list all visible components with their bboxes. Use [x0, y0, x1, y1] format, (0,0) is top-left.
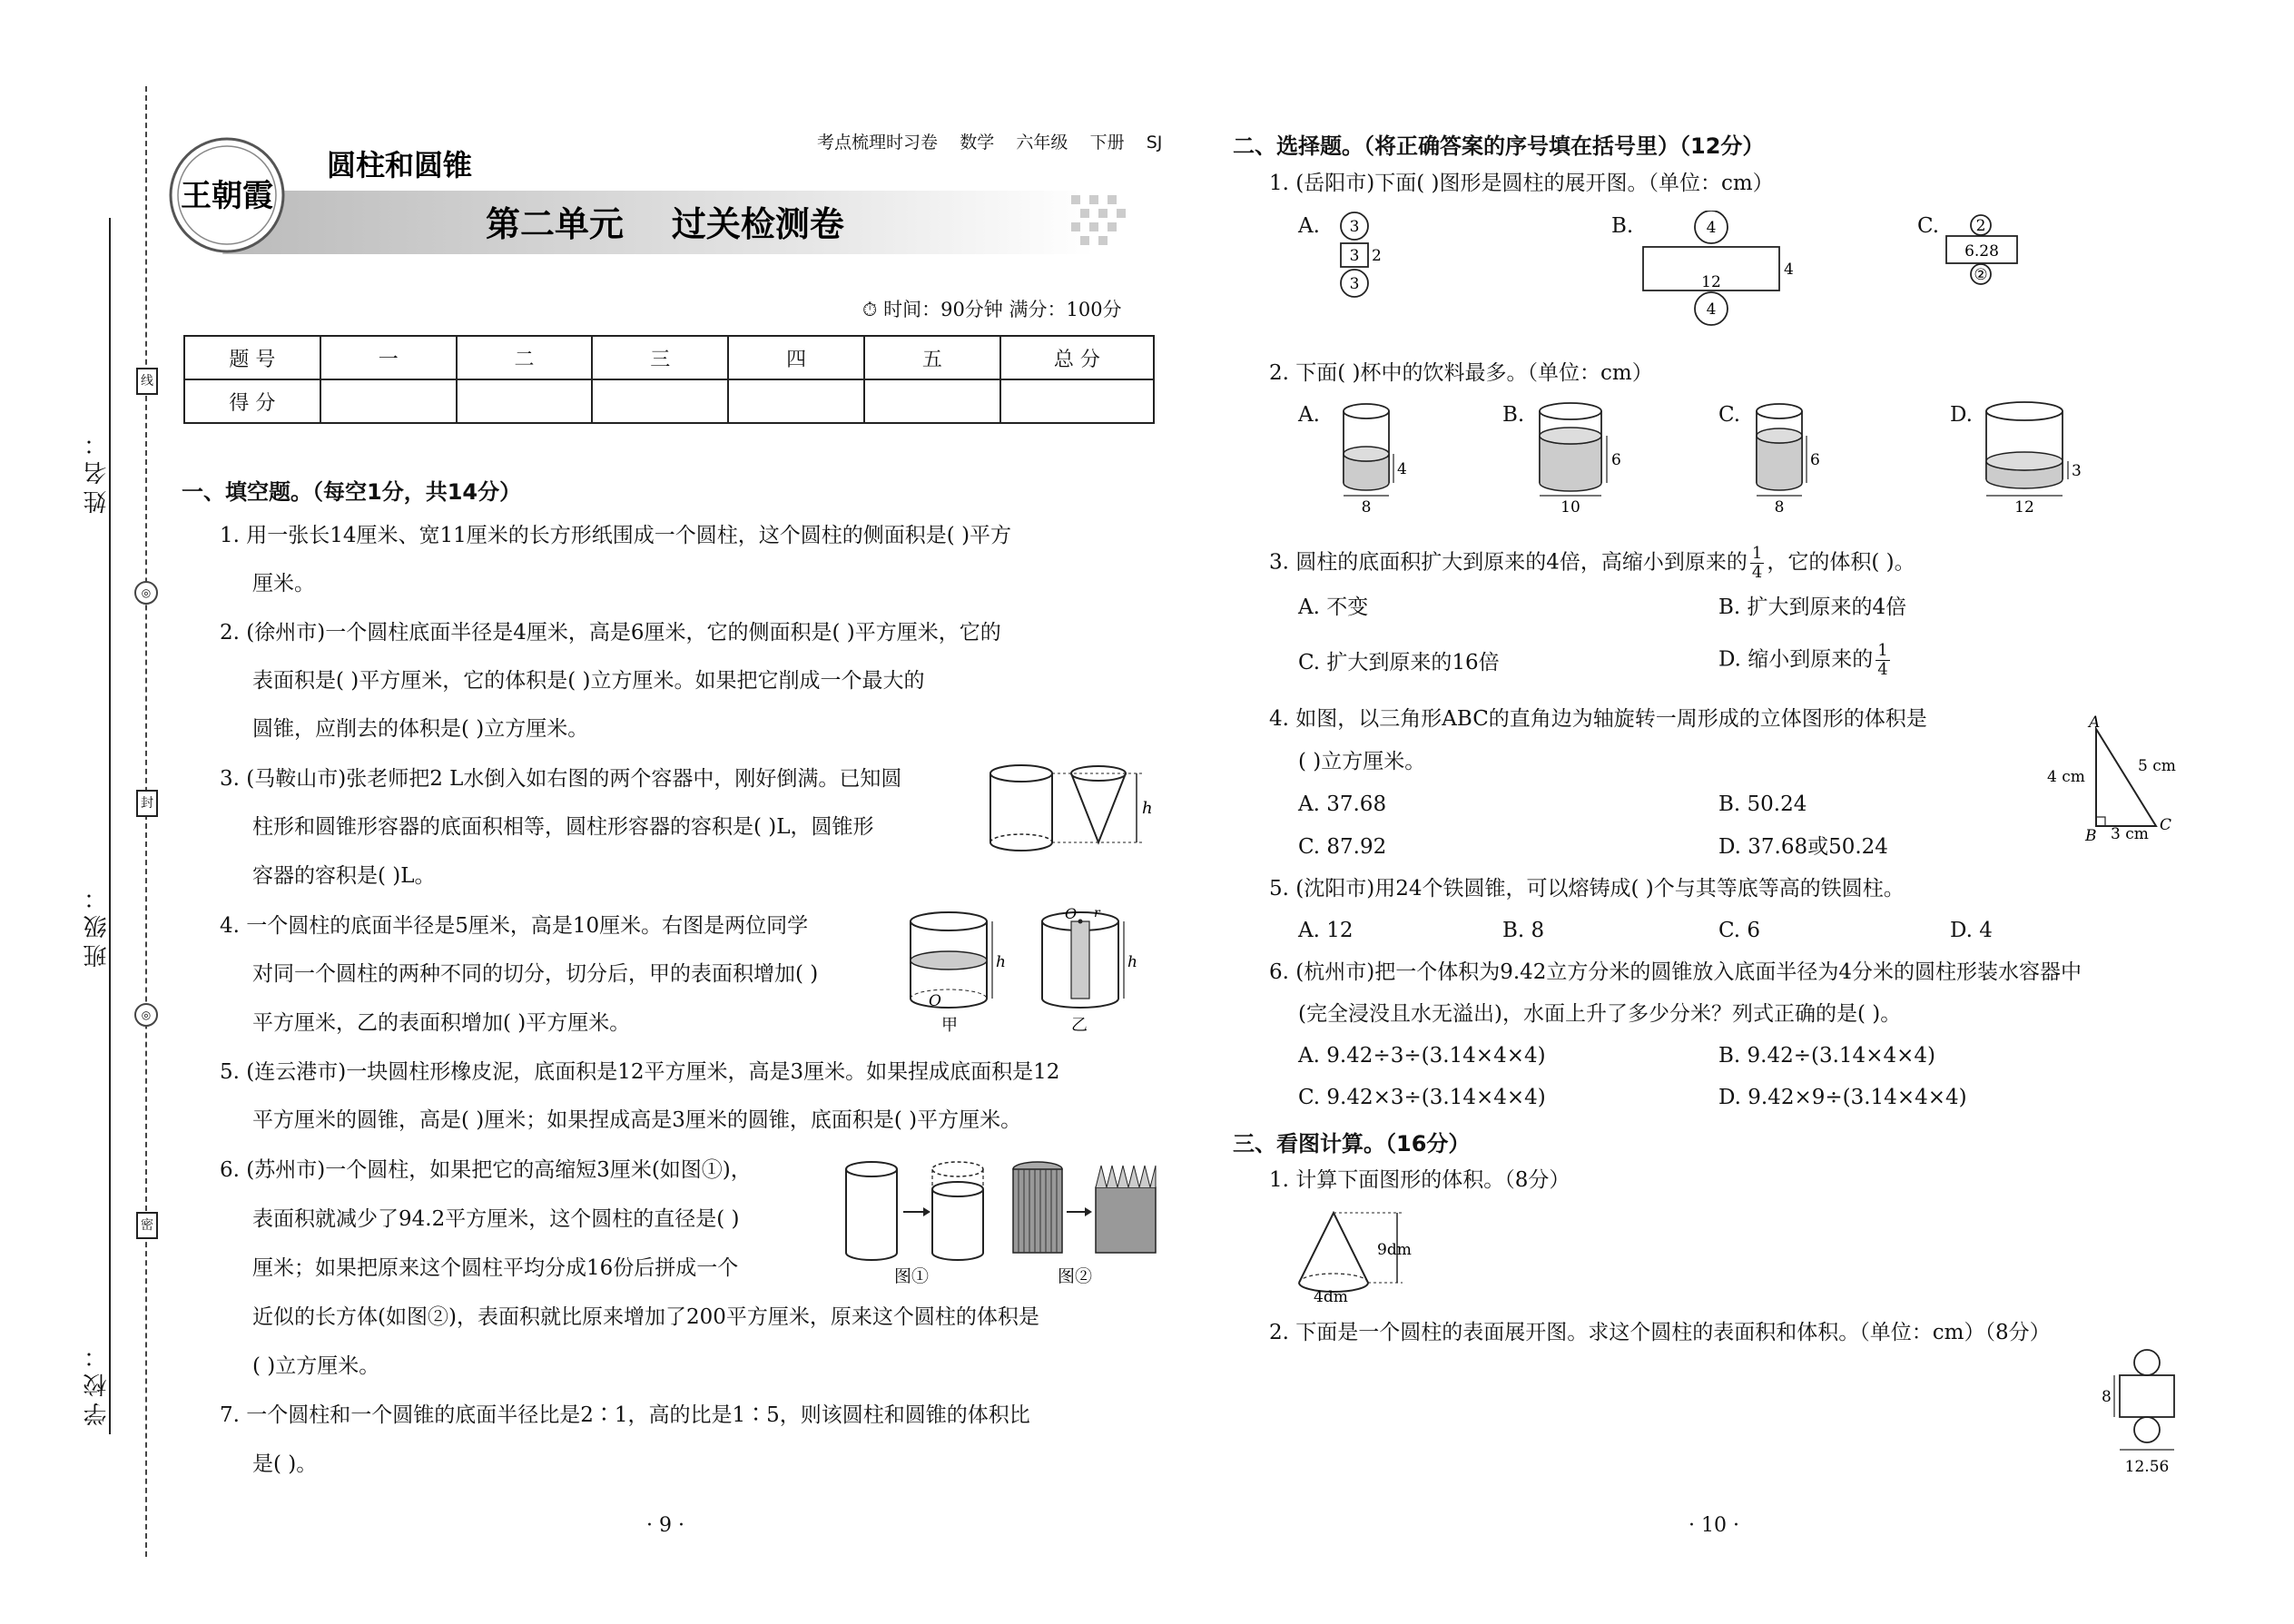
q4-line2: 对同一个圆柱的两种不同的切分，切分后，甲的表面积增加( ): [252, 962, 819, 986]
cup-c-h: 6: [1810, 451, 1820, 469]
s2-q5-opt-c: C. 6: [1718, 919, 1761, 942]
opt-c-mid: 6.28: [1964, 242, 1999, 261]
s2-q2-opt-c-cup: [1752, 399, 1834, 513]
frac-den: 4: [1877, 659, 1888, 679]
s2-q1-opt-a-figure: [1327, 211, 1391, 310]
s2-q6-line2: (完全浸没且水无溢出)，水面上升了多少分米？列式正确的是( )。: [1298, 1002, 1902, 1026]
q6-line1: 6. (苏州市)一个圆柱，如果把它的高缩短3厘米(如图①)，: [220, 1158, 752, 1182]
score-header: 题 号: [184, 336, 320, 379]
cup-d-h: 3: [2072, 462, 2082, 480]
s2-q6-line1: 6. (杭州市)把一个体积为9.42立方分米的圆锥放入底面半径为4分米的圆柱形装水容器中: [1269, 960, 2082, 984]
tri-b: B: [2085, 827, 2097, 845]
q2-line2: 表面积是( )平方厘米，它的体积是( )立方厘米。如果把它削成一个最大的: [252, 669, 925, 693]
binding-ornament: ◎: [134, 1003, 158, 1027]
s2-q4-opt-d: D. 37.68或50.24: [1718, 835, 1888, 859]
logo-text: 王朝霞: [181, 178, 273, 214]
q3-line1: 3. (马鞍山市)张老师把2 L水倒入如右图的两个容器中，刚好倒满。已知圆: [220, 767, 902, 791]
fraction: [1876, 642, 1889, 679]
s2-q5-opt-d: D. 4: [1950, 919, 1993, 942]
frac-num: 1: [1877, 641, 1888, 660]
q7-line1: 7. 一个圆柱和一个圆锥的底面半径比是2∶1，高的比是1∶5，则该圆柱和圆锥的体积比: [220, 1403, 1030, 1427]
s2-q3: [1269, 545, 1915, 582]
clock-icon: ⏱: [862, 299, 878, 320]
q3-line2: 柱形和圆锥形容器的底面积相等，圆柱形容器的容积是( )L，圆锥形: [252, 815, 874, 839]
q6-line2: 表面积就减少了94.2平方厘米，这个圆柱的直径是( ): [252, 1207, 740, 1231]
q6-fig1-label: 图①: [894, 1266, 930, 1286]
time-text: 时间：90分钟 满分：100分: [883, 299, 1122, 320]
cup-a-w: 8: [1361, 498, 1372, 513]
grade: 六年级: [1016, 133, 1068, 153]
q4-line1: 4. 一个圆柱的底面半径是5厘米，高是10厘米。右图是两位同学: [220, 914, 809, 938]
s3-q2: 2. 下面是一个圆柱的表面展开图。求这个圆柱的表面积和体积。（单位：cm）（8分）: [1269, 1321, 2051, 1344]
s2-q5: 5. (沈阳市)用24个铁圆锥，可以熔铸成( )个与其等底等高的铁圆柱。: [1269, 877, 1905, 901]
s2-q4-opt-a: A. 37.68: [1298, 792, 1387, 816]
score-cell[interactable]: [457, 379, 593, 423]
tri-bc-len: 3 cm: [2111, 825, 2149, 843]
opt-a-mid: 3: [1349, 247, 1360, 265]
binding-mark-mi: 密: [136, 1212, 158, 1239]
s2-q1-opt-a-label: A.: [1298, 214, 1320, 238]
q4-o-jia: O: [929, 992, 941, 1010]
score-cell[interactable]: [1000, 379, 1154, 423]
subject: 数学: [960, 133, 995, 153]
s2-q6-opt-a: A. 9.42÷3÷(3.14×4×4): [1298, 1044, 1546, 1068]
score-table: [183, 335, 1155, 424]
net-width: 12.56: [2124, 1458, 2170, 1476]
q2-line1: 2. (徐州市)一个圆柱底面半径是4厘米，高是6厘米，它的侧面积是( )平方厘米，它的: [220, 621, 1001, 645]
cup-b-h: 6: [1611, 451, 1621, 469]
cone-diameter: 4dm: [1314, 1288, 1348, 1305]
edition: SJ: [1146, 133, 1163, 153]
s2-q1: 1. (岳阳市)下面( )图形是圆柱的展开图。（单位：cm）: [1269, 172, 1774, 195]
score-header: 总 分: [1000, 336, 1154, 379]
score-cell[interactable]: [592, 379, 728, 423]
s2-q2-opt-b-cup: [1534, 399, 1634, 513]
score-cell[interactable]: [320, 379, 457, 423]
q4-line3: 平方厘米，乙的表面积增加( )平方厘米。: [252, 1011, 631, 1035]
q6-line3: 厘米；如果把原来这个圆柱平均分成16份后拼成一个: [252, 1256, 739, 1280]
topic: 圆柱和圆锥: [327, 148, 473, 182]
name-label: 姓名：: [84, 427, 111, 514]
triangle-abc-figure: [2047, 713, 2183, 849]
s2-q1-opt-b-label: B.: [1611, 214, 1634, 238]
s2-q6-opt-c: C. 9.42×3÷(3.14×4×4): [1298, 1086, 1546, 1109]
opt-b-side: 4: [1784, 261, 1794, 279]
s2-q1-opt-c-label: C.: [1917, 214, 1940, 238]
q5-line2: 平方厘米的圆锥，高是( )厘米；如果捏成高是3厘米的圆锥，底面积是( )平方厘米。: [252, 1108, 1022, 1132]
volume: 下册: [1089, 133, 1125, 153]
frac-den: 4: [1751, 562, 1763, 582]
opt-b-top: 4: [1706, 219, 1717, 237]
s2-q3-text: 3. 圆柱的底面积扩大到原来的4倍，高缩小到原来的: [1269, 550, 1748, 575]
s2-q3-opt-d: [1718, 642, 1890, 679]
section3-heading: 三、看图计算。（16分）: [1233, 1131, 1471, 1156]
score-header: 四: [728, 336, 864, 379]
page-number-right: · 10 ·: [1689, 1514, 1739, 1537]
s2-q4-opt-b: B. 50.24: [1718, 792, 1807, 816]
s2-q3-opt-d-text: D. 缩小到原来的: [1718, 647, 1874, 672]
header-banner: [159, 123, 1157, 268]
q6-fig2-label: 图②: [1058, 1266, 1093, 1286]
q4-figure: [903, 908, 1157, 1044]
score-header: 一: [320, 336, 457, 379]
cup-d-w: 12: [2014, 498, 2034, 513]
q4-o-yi: O: [1065, 908, 1078, 922]
section2-heading: 二、选择题。（将正确答案的序号填在括号里）（12分）: [1233, 133, 1765, 159]
s2-q5-opt-b: B. 8: [1502, 919, 1545, 942]
s2-q1-opt-c-figure: [1943, 211, 2043, 301]
s2-q4-opt-c: C. 87.92: [1298, 835, 1387, 859]
school-label: 学校：: [84, 1339, 111, 1426]
section1-heading: 一、填空题。（每空1分，共14分）: [182, 479, 522, 505]
binding-dashed-line: [145, 86, 147, 1557]
q6-figure: [840, 1153, 1162, 1289]
q6-line5: ( )立方厘米。: [252, 1354, 380, 1378]
frac-num: 1: [1751, 544, 1763, 563]
q2-line3: 圆锥，应削去的体积是( )立方厘米。: [252, 717, 589, 741]
time-info: [862, 295, 1122, 322]
tri-c: C: [2160, 816, 2172, 834]
s2-q2-opt-c-label: C.: [1718, 403, 1741, 427]
tri-ac-len: 5 cm: [2138, 757, 2176, 775]
s2-q3-opt-b: B. 扩大到原来的4倍: [1718, 595, 1907, 619]
s2-q4-line2: ( )立方厘米。: [1298, 750, 1426, 773]
binding-mark-feng: 封: [136, 790, 158, 817]
s2-q3-text-end: ，它的体积( )。: [1767, 550, 1915, 575]
s2-q4-line1: 4. 如图，以三角形ABC的直角边为轴旋转一周形成的立体图形的体积是: [1269, 707, 1927, 731]
score-header: 二: [457, 336, 593, 379]
fraction: [1750, 545, 1764, 582]
opt-a-bot: 3: [1349, 275, 1360, 293]
score-cell[interactable]: [728, 379, 864, 423]
page-title: 第二单元 过关检测卷: [486, 203, 844, 244]
q1-line2: 厘米。: [252, 572, 315, 595]
q4-label-jia: 甲: [941, 1016, 958, 1035]
s2-q1-opt-b-figure: [1639, 211, 1802, 329]
cylinder-net-figure: [2102, 1348, 2210, 1484]
q4-h-jia: h: [996, 953, 1006, 971]
score-header: 五: [864, 336, 1000, 379]
s2-q2: 2. 下面( )杯中的饮料最多。（单位：cm）: [1269, 361, 1653, 385]
class-label: 班级：: [84, 881, 111, 968]
s2-q2-opt-a-label: A.: [1298, 403, 1320, 427]
s2-q3-opt-a: A. 不变: [1298, 595, 1369, 619]
binding-line: [109, 218, 111, 1434]
series: 考点梳理时习卷: [817, 133, 939, 153]
opt-a-side: 2: [1372, 247, 1382, 265]
net-height: 8: [2102, 1388, 2112, 1406]
s2-q2-opt-d-cup: [1979, 399, 2092, 513]
s2-q2-opt-d-label: D.: [1950, 403, 1973, 427]
s2-q5-opt-a: A. 12: [1298, 919, 1354, 942]
tri-ab-len: 4 cm: [2047, 768, 2085, 786]
binding-mark-xian: 线: [136, 368, 158, 395]
s2-q6-opt-d: D. 9.42×9÷(3.14×4×4): [1718, 1086, 1967, 1109]
tri-a: A: [2089, 714, 2101, 732]
score-row-label: 得 分: [184, 379, 320, 423]
q3-figure: [980, 761, 1157, 856]
score-header: 三: [592, 336, 728, 379]
cone-height: 9dm: [1377, 1241, 1412, 1259]
q1-line1: 1. 用一张长14厘米、宽11厘米的长方形纸围成一个圆柱，这个圆柱的侧面积是( )平方: [220, 524, 1012, 547]
q3-h-label: h: [1142, 799, 1153, 818]
s2-q2-opt-b-label: B.: [1502, 403, 1525, 427]
q3-line3: 容器的容积是( )L。: [252, 864, 436, 888]
q5-line1: 5. (连云港市)一块圆柱形橡皮泥，底面积是12平方厘米，高是3厘米。如果捏成底面积是12: [220, 1060, 1060, 1084]
cup-c-w: 8: [1774, 498, 1785, 513]
s2-q3-opt-c: C. 扩大到原来的16倍: [1298, 651, 1500, 674]
page-number-left: · 9 ·: [646, 1514, 684, 1537]
s2-q2-opt-a-cup: [1339, 399, 1421, 513]
q4-h-yi: h: [1127, 953, 1137, 971]
q4-label-yi: 乙: [1071, 1016, 1088, 1035]
opt-b-mid: 12: [1701, 273, 1721, 291]
cone-figure: [1294, 1206, 1430, 1305]
s3-q1: 1. 计算下面图形的体积。（8分）: [1269, 1168, 1570, 1192]
s2-q6-opt-b: B. 9.42÷(3.14×4×4): [1718, 1044, 1935, 1068]
opt-c-top: 2: [1975, 217, 1986, 235]
cup-b-w: 10: [1561, 498, 1580, 513]
opt-c-bot: ②: [1974, 266, 1988, 284]
opt-b-bot: 4: [1706, 300, 1717, 319]
binding-ornament: ◎: [134, 581, 158, 605]
opt-a-top: 3: [1349, 218, 1360, 236]
q7-line2: 是( )。: [252, 1452, 318, 1476]
cup-a-h: 4: [1397, 460, 1407, 478]
q6-line4: 近似的长方体(如图②)，表面积就比原来增加了200平方厘米，原来这个圆柱的体积是: [252, 1305, 1039, 1329]
score-cell[interactable]: [864, 379, 1000, 423]
q4-r-yi: r: [1094, 908, 1100, 920]
